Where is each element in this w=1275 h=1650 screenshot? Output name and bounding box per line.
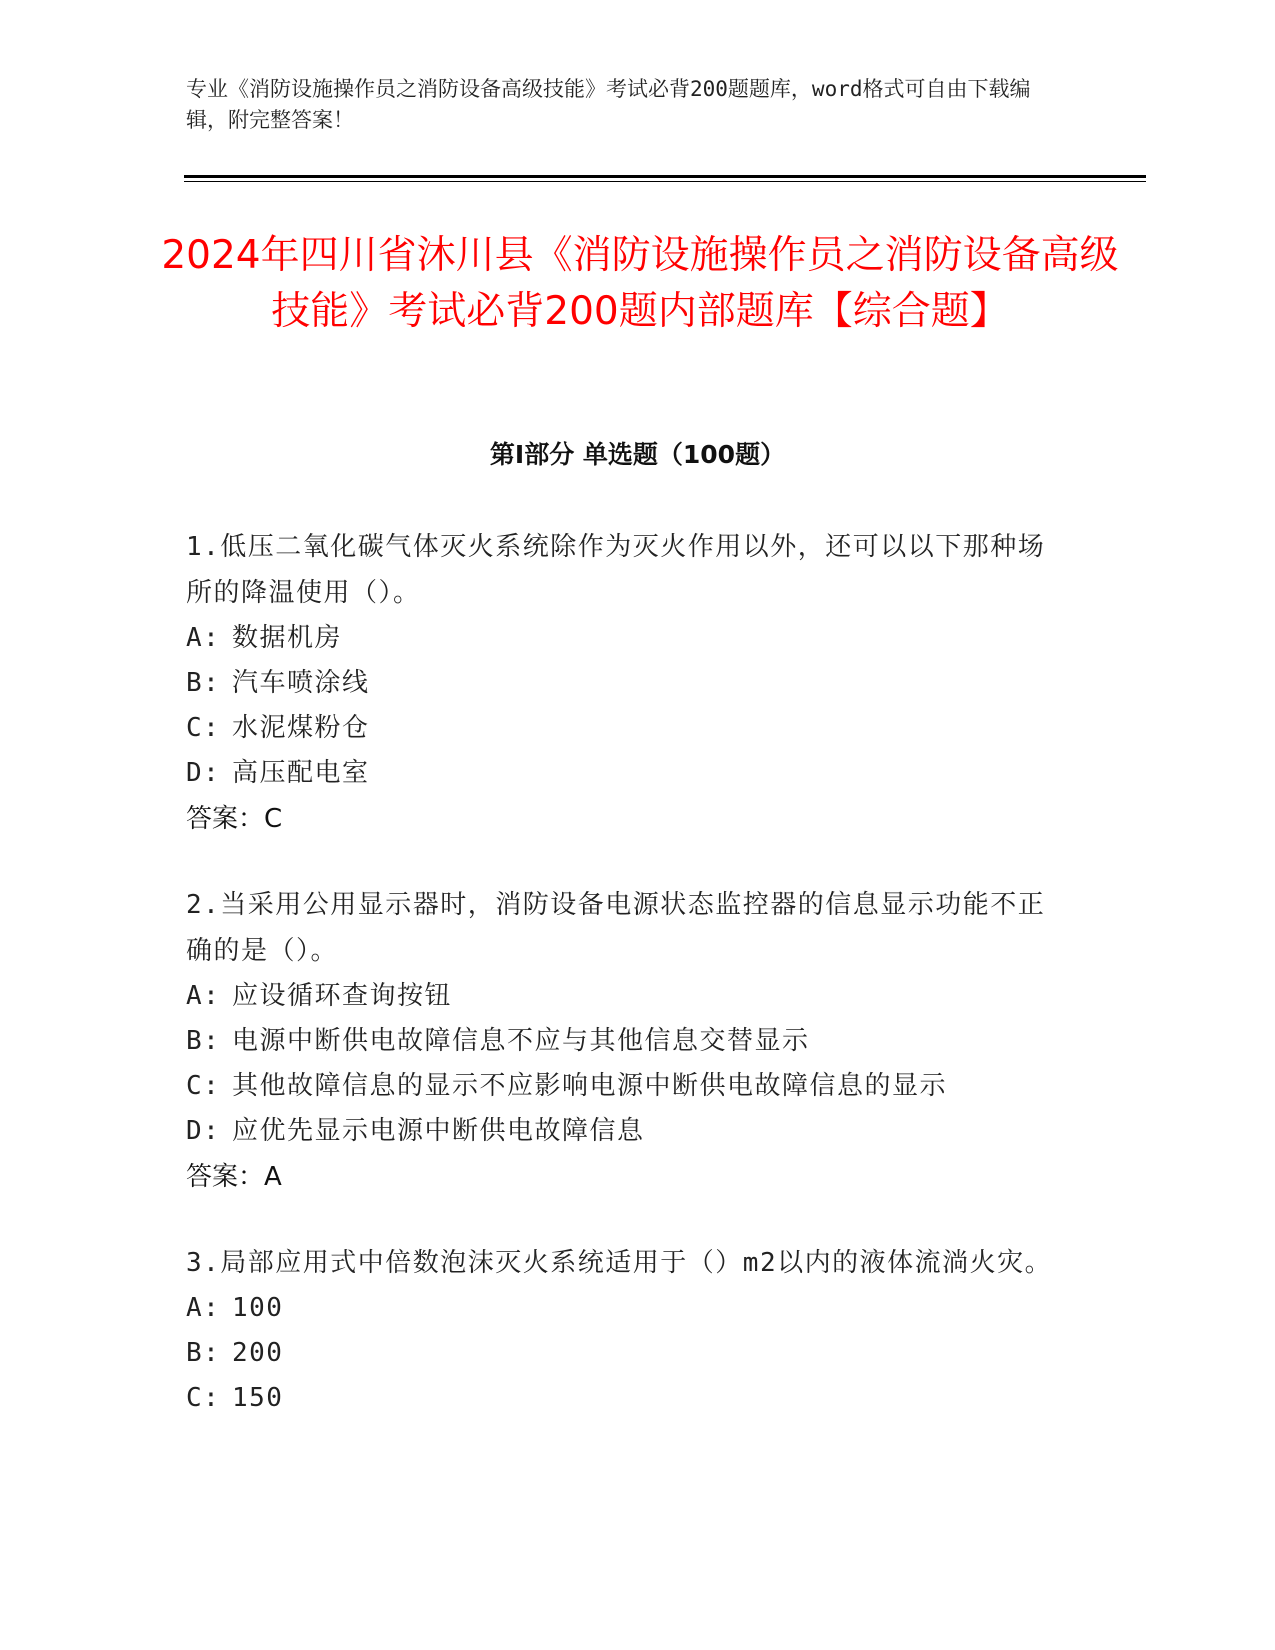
question-1 <box>186 524 1066 842</box>
option-c <box>186 1376 1066 1421</box>
option-text: 高压配电室 <box>232 758 370 788</box>
option-c <box>186 1064 1066 1109</box>
question-3 <box>186 1240 1066 1421</box>
option-text: 150 <box>232 1383 284 1413</box>
document-title: 2024年四川省沐川县《消防设施操作员之消防设备高级技能》考试必背200题内部题库【综合题】 <box>161 233 1119 334</box>
option-c <box>186 706 1066 751</box>
question-stem: 2.当采用公用显示器时，消防设备电源状态监控器的信息显示功能不正确的是（）。 <box>186 890 1046 966</box>
section-title: 第Ⅰ部分 单选题（100题） <box>489 440 786 469</box>
option-d <box>186 1109 1066 1154</box>
header-divider-thick <box>184 175 1146 178</box>
option-text: 水泥煤粉仓 <box>232 713 370 743</box>
question-stem: 3.局部应用式中倍数泡沫灭火系统适用于（）m2以内的液体流淌火灾。 <box>186 1248 1053 1278</box>
option-b <box>186 661 1066 706</box>
option-d <box>186 751 1066 796</box>
answer-line: 答案：A <box>186 1162 282 1192</box>
option-b <box>186 1331 1066 1376</box>
option-key: B: <box>186 1338 221 1368</box>
option-key: B: <box>186 668 221 698</box>
option-key: C: <box>186 1383 221 1413</box>
option-key: C: <box>186 1071 221 1101</box>
option-key: A: <box>186 623 221 653</box>
option-key: A: <box>186 981 221 1011</box>
option-key: B: <box>186 1026 221 1056</box>
question-2 <box>186 882 1066 1200</box>
option-a <box>186 1286 1066 1331</box>
option-text: 数据机房 <box>232 623 343 653</box>
option-text: 应设循环查询按钮 <box>232 981 453 1011</box>
option-key: D: <box>186 1116 221 1146</box>
option-key: A: <box>186 1293 221 1323</box>
option-a <box>186 974 1066 1019</box>
option-key: D: <box>186 758 221 788</box>
question-stem: 1.低压二氧化碳气体灭火系统除作为灭火作用以外，还可以以下那种场所的降温使用（）。 <box>186 532 1046 608</box>
option-text: 应优先显示电源中断供电故障信息 <box>232 1116 645 1146</box>
option-key: C: <box>186 713 221 743</box>
option-text: 100 <box>232 1293 284 1323</box>
option-text: 200 <box>232 1338 284 1368</box>
option-text: 其他故障信息的显示不应影响电源中断供电故障信息的显示 <box>232 1071 948 1101</box>
answer-line: 答案：C <box>186 804 283 834</box>
option-b <box>186 1019 1066 1064</box>
option-text: 电源中断供电故障信息不应与其他信息交替显示 <box>232 1026 810 1056</box>
option-text: 汽车喷涂线 <box>232 668 370 698</box>
header-divider-thin <box>184 181 1146 182</box>
header-note: 专业《消防设施操作员之消防设备高级技能》考试必背200题题库，word格式可自由下载编辑，附完整答案！ <box>186 77 1031 132</box>
option-a <box>186 616 1066 661</box>
